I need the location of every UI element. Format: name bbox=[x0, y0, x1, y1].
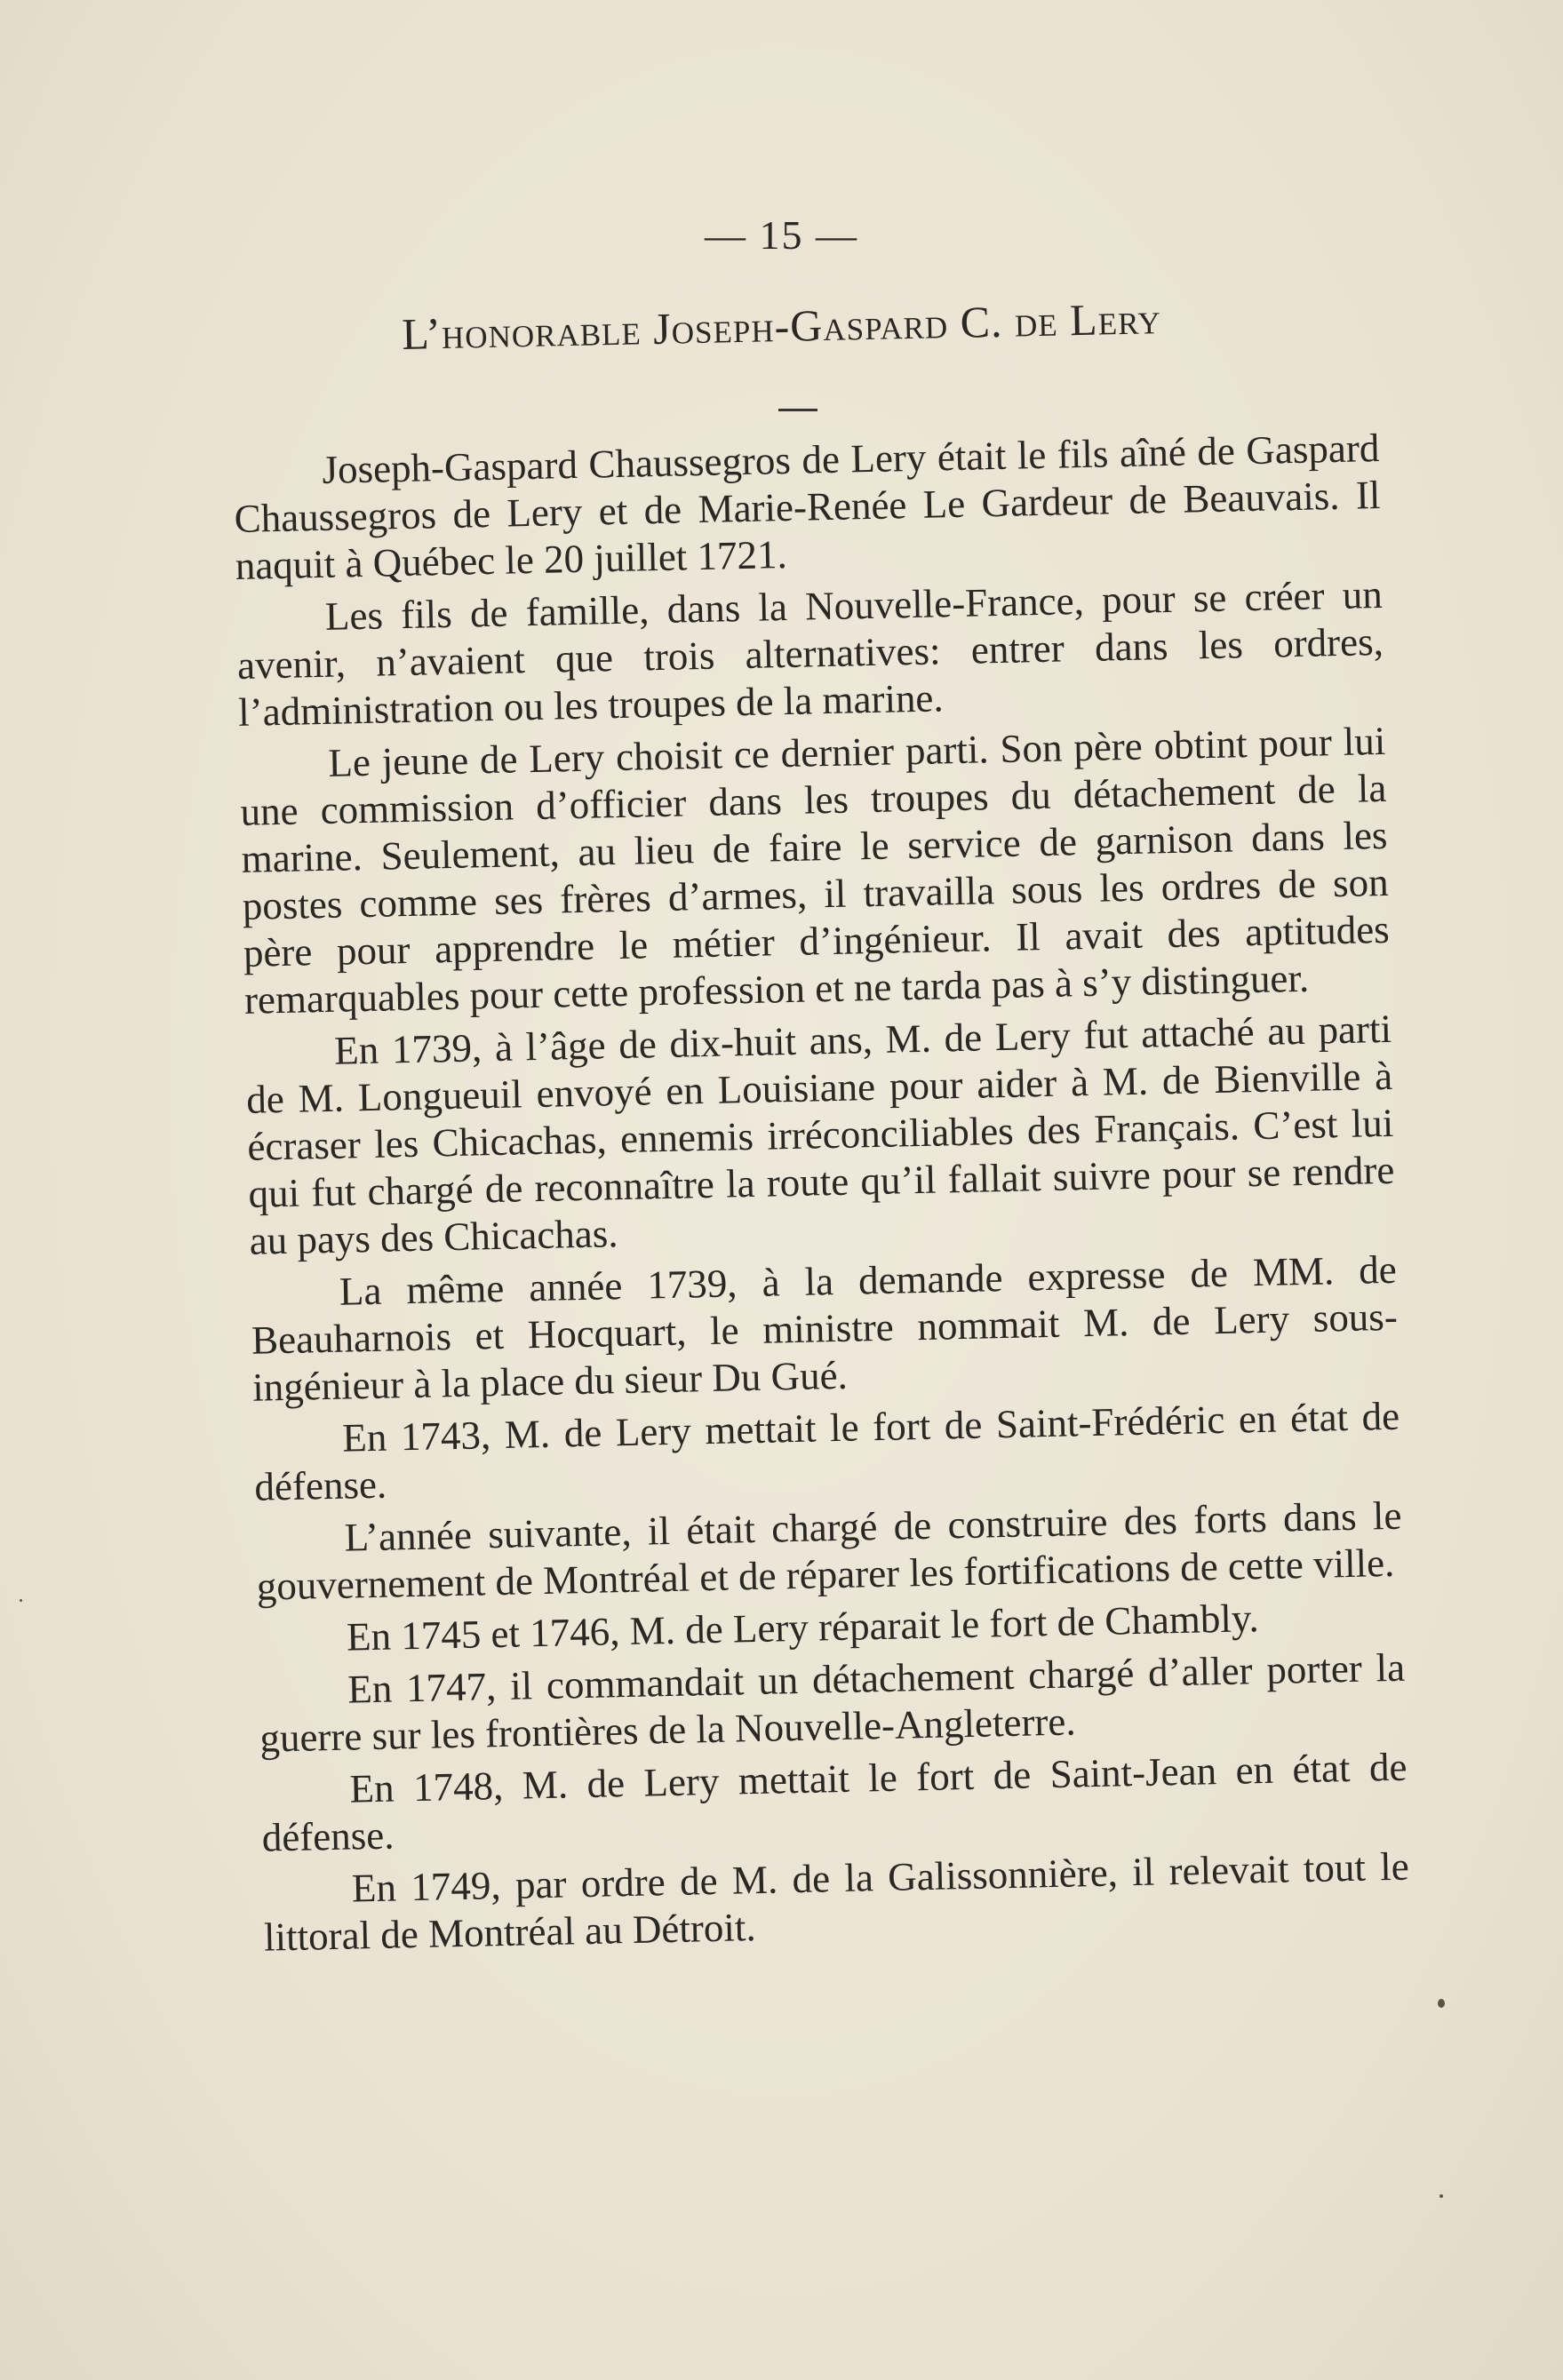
paper-speck bbox=[1438, 1999, 1445, 2008]
title-divider bbox=[778, 409, 817, 411]
page-number: — 15 — bbox=[705, 212, 858, 258]
paragraph: En 1745 et 1746, M. de Lery réparait le fort de Chambly. bbox=[346, 1596, 1260, 1660]
paragraph: En 1747, il commandait un détachement chargé d’aller porter la guerre sur les frontières de la Nouvelle-Angleterre. bbox=[259, 1644, 1406, 1761]
paragraph: En 1749, par ordre de M. de la Galissonnière, il relevait tout le littoral de Montréal au Détroit. bbox=[263, 1843, 1410, 1960]
paragraph: Le jeune de Lery choisit ce dernier parti. Son père obtint pour lui une commission d’officier dans les troupes du détachement de la marine. Seulement, au lieu de faire le service de garnison dans les postes comme ses frères d’armes, il travailla sous les ordres de son père pour apprendre le métier d’ingénieur. Il avait des aptitudes remarquables pour cette profession et ne tarda pas à s’y distinguer. bbox=[240, 718, 1391, 1023]
page-title: L’honorable Joseph-Gaspard C. de Lery bbox=[401, 293, 1162, 359]
paper-speck bbox=[20, 1599, 22, 1602]
paragraph: Les fils de famille, dans la Nouvelle-France, pour se créer un avenir, n’avaient que trois alternatives: entrer dans les ordres, l’administration ou les troupes de la marine. bbox=[236, 571, 1384, 735]
paragraph: En 1739, à l’âge de dix-huit ans, M. de Lery fut attaché au parti de M. Longueuil envoyé en Louisiane pour aider à M. de Bienville à écraser les Chicachas, ennemis irréconciliables des Français. C’est lui qui fut chargé de reconnaître la route qu’il fallait suivre pour se rendre au pays des Chicachas. bbox=[245, 1006, 1395, 1263]
paragraph: L’année suivante, il était chargé de construire des forts dans le gouvernement de Montréal et de réparer les fortifications de cette ville. bbox=[256, 1492, 1402, 1609]
paper-speck bbox=[1439, 2194, 1443, 2198]
body-text bbox=[233, 425, 1410, 1962]
paragraph: En 1743, M. de Lery mettait le fort de Saint-Frédéric en état de défense. bbox=[253, 1393, 1400, 1509]
paragraph: La même année 1739, à la demande expresse de MM. de Beauharnois et Hocquart, le ministre nommait M. de Lery sous-ingénieur à la place du sieur Du Gué. bbox=[251, 1246, 1399, 1410]
paragraph: Joseph-Gaspard Chaussegros de Lery était le fils aîné de Gaspard Chaussegros de Lery et de Marie-Renée Le Gardeur de Beauvais. Il naquit à Québec le 20 juillet 1721. bbox=[234, 425, 1381, 588]
paragraph: En 1748, M. de Lery mettait le fort de Saint-Jean en état de défense. bbox=[261, 1744, 1407, 1860]
